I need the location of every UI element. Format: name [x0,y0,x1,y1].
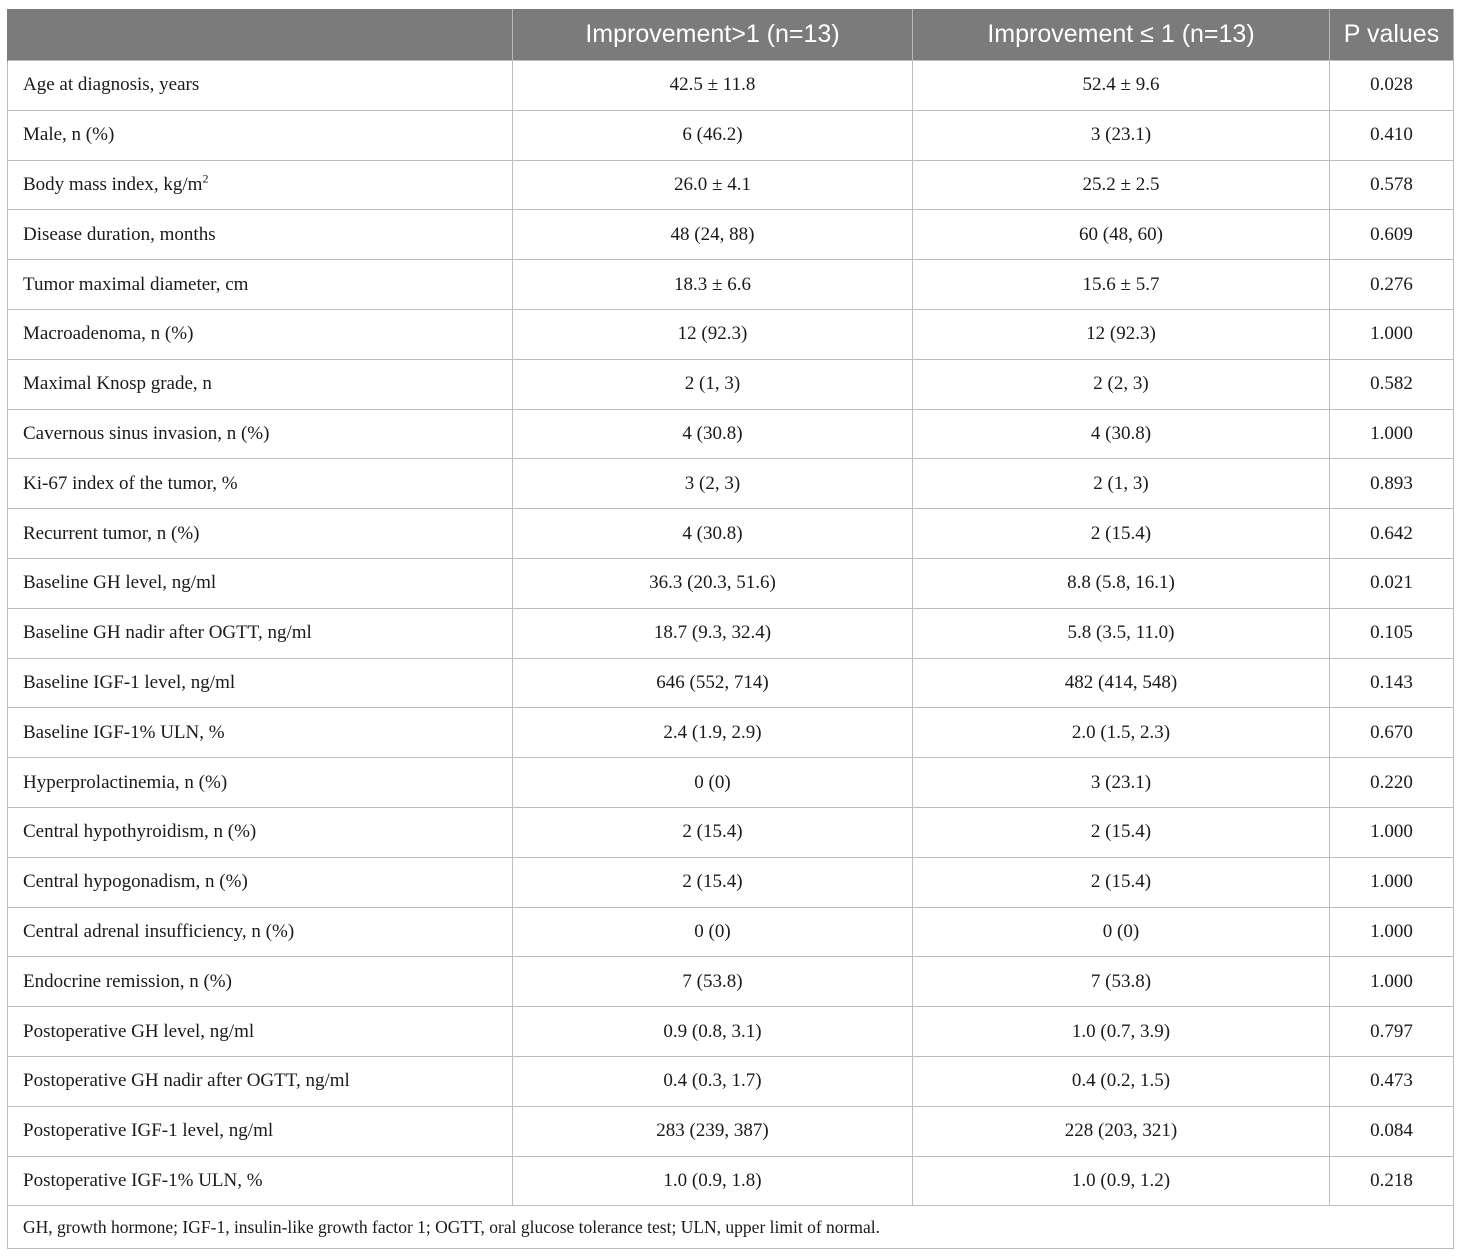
row-label-text: Postoperative IGF-1% ULN, % [23,1169,263,1191]
p-value: 0.220 [1330,758,1454,808]
improvement-le1-value: 1.0 (0.9, 1.2) [913,1156,1330,1206]
table-body [8,61,1454,1249]
table-row [8,1106,1454,1156]
improvement-gt1-value: 4 (30.8) [513,409,913,459]
row-label [8,260,513,310]
table-row [8,509,1454,559]
table-row [8,1056,1454,1106]
improvement-le1-value: 1.0 (0.7, 3.9) [913,1007,1330,1057]
p-value: 0.578 [1330,160,1454,210]
p-value: 1.000 [1330,807,1454,857]
row-label-text: Endocrine remission, n (%) [23,970,232,992]
table-row [8,110,1454,160]
table-row [8,758,1454,808]
p-value: 0.410 [1330,110,1454,160]
improvement-gt1-value: 18.7 (9.3, 32.4) [513,608,913,658]
table-row [8,608,1454,658]
improvement-le1-value: 2 (1, 3) [913,459,1330,509]
table-row [8,210,1454,260]
row-label-text: Baseline GH level, ng/ml [23,572,217,594]
row-label [8,1056,513,1106]
p-value: 0.473 [1330,1056,1454,1106]
p-value: 1.000 [1330,957,1454,1007]
improvement-le1-value: 2 (15.4) [913,857,1330,907]
improvement-le1-value: 0.4 (0.2, 1.5) [913,1056,1330,1106]
p-value: 1.000 [1330,857,1454,907]
p-value: 1.000 [1330,409,1454,459]
row-label [8,509,513,559]
row-label [8,907,513,957]
table-row [8,359,1454,409]
improvement-le1-value: 2 (2, 3) [913,359,1330,409]
improvement-le1-value: 2 (15.4) [913,509,1330,559]
row-label-text: Ki-67 index of the tumor, % [23,472,238,494]
row-label-text: Disease duration, months [23,223,216,245]
improvement-le1-value: 5.8 (3.5, 11.0) [913,608,1330,658]
improvement-le1-value: 52.4 ± 9.6 [913,61,1330,111]
row-label-text: Macroadenoma, n (%) [23,323,194,345]
table-header [8,9,1454,61]
table-row [8,857,1454,907]
table-row [8,1007,1454,1057]
row-label-text: Postoperative IGF-1 level, ng/ml [23,1120,274,1142]
improvement-gt1-value: 48 (24, 88) [513,210,913,260]
improvement-le1-value: 15.6 ± 5.7 [913,260,1330,310]
improvement-gt1-value: 7 (53.8) [513,957,913,1007]
table-row [8,61,1454,111]
row-label-text: Postoperative GH level, ng/ml [23,1020,255,1042]
header-improvement-le1: Improvement ≤ 1 (n=13) [913,9,1330,61]
footnote-row [8,1206,1454,1249]
table-row [8,1156,1454,1206]
row-label-text: Baseline IGF-1 level, ng/ml [23,671,236,693]
improvement-gt1-value: 18.3 ± 6.6 [513,260,913,310]
table-row [8,708,1454,758]
table-row [8,160,1454,210]
improvement-gt1-value: 0.4 (0.3, 1.7) [513,1056,913,1106]
improvement-gt1-value: 42.5 ± 11.8 [513,61,913,111]
row-label-text: Male, n (%) [23,124,115,146]
improvement-le1-value: 7 (53.8) [913,957,1330,1007]
header-p-values: P values [1330,9,1454,61]
row-label-text: Baseline IGF-1% ULN, % [23,721,225,743]
improvement-gt1-value: 0 (0) [513,907,913,957]
row-label [8,658,513,708]
table-footnote: GH, growth hormone; IGF-1, insulin-like growth factor 1; OGTT, oral glucose tolerance test; ULN, upper limit of normal. [8,1206,1454,1249]
improvement-le1-value: 0 (0) [913,907,1330,957]
row-label-text: Hyperprolactinemia, n (%) [23,771,228,793]
row-label [8,758,513,808]
data-table-container [7,9,1453,1249]
row-label [8,359,513,409]
improvement-le1-value: 25.2 ± 2.5 [913,160,1330,210]
p-value: 0.105 [1330,608,1454,658]
improvement-gt1-value: 2 (1, 3) [513,359,913,409]
improvement-gt1-value: 3 (2, 3) [513,459,913,509]
row-label-text: Baseline GH nadir after OGTT, ng/ml [23,622,312,644]
improvement-gt1-value: 4 (30.8) [513,509,913,559]
row-label [8,608,513,658]
header-variable [8,9,513,61]
improvement-gt1-value: 0 (0) [513,758,913,808]
row-label-text: Tumor maximal diameter, cm [23,273,249,295]
table-row [8,957,1454,1007]
improvement-le1-value: 228 (203, 321) [913,1106,1330,1156]
row-label-superscript: 2 [202,171,209,186]
p-value: 0.797 [1330,1007,1454,1057]
p-value: 0.028 [1330,61,1454,111]
p-value: 0.143 [1330,658,1454,708]
row-label-text: Postoperative GH nadir after OGTT, ng/ml [23,1070,350,1092]
p-value: 1.000 [1330,907,1454,957]
table-row [8,907,1454,957]
row-label [8,957,513,1007]
row-label [8,1007,513,1057]
improvement-gt1-value: 1.0 (0.9, 1.8) [513,1156,913,1206]
row-label-text: Age at diagnosis, years [23,74,200,96]
row-label [8,110,513,160]
improvement-le1-value: 4 (30.8) [913,409,1330,459]
clinical-characteristics-table [7,9,1454,1249]
improvement-le1-value: 3 (23.1) [913,110,1330,160]
improvement-gt1-value: 12 (92.3) [513,309,913,359]
table-row [8,260,1454,310]
row-label-text: Recurrent tumor, n (%) [23,522,200,544]
row-label [8,459,513,509]
table-row [8,409,1454,459]
row-label [8,1156,513,1206]
row-label [8,1106,513,1156]
improvement-gt1-value: 26.0 ± 4.1 [513,160,913,210]
row-label-text: Maximal Knosp grade, n [23,373,212,395]
improvement-le1-value: 3 (23.1) [913,758,1330,808]
header-row [8,9,1454,61]
table-row [8,558,1454,608]
row-label-text: Central adrenal insufficiency, n (%) [23,920,295,942]
header-improvement-gt1: Improvement>1 (n=13) [513,9,913,61]
p-value: 0.670 [1330,708,1454,758]
row-label [8,309,513,359]
p-value: 0.084 [1330,1106,1454,1156]
row-label-text: Cavernous sinus invasion, n (%) [23,422,270,444]
improvement-gt1-value: 6 (46.2) [513,110,913,160]
p-value: 0.642 [1330,509,1454,559]
p-value: 1.000 [1330,309,1454,359]
row-label [8,857,513,907]
improvement-le1-value: 12 (92.3) [913,309,1330,359]
improvement-le1-value: 482 (414, 548) [913,658,1330,708]
p-value: 0.609 [1330,210,1454,260]
p-value: 0.276 [1330,260,1454,310]
row-label [8,409,513,459]
row-label-text: Central hypogonadism, n (%) [23,871,248,893]
table-row [8,309,1454,359]
improvement-le1-value: 2.0 (1.5, 2.3) [913,708,1330,758]
improvement-gt1-value: 2 (15.4) [513,807,913,857]
table-row [8,807,1454,857]
improvement-le1-value: 8.8 (5.8, 16.1) [913,558,1330,608]
row-label [8,160,513,210]
improvement-gt1-value: 2.4 (1.9, 2.9) [513,708,913,758]
row-label [8,210,513,260]
row-label-text: Body mass index, kg/m [23,173,203,195]
improvement-le1-value: 60 (48, 60) [913,210,1330,260]
p-value: 0.893 [1330,459,1454,509]
p-value: 0.021 [1330,558,1454,608]
row-label [8,558,513,608]
p-value: 0.218 [1330,1156,1454,1206]
table-row [8,658,1454,708]
improvement-gt1-value: 36.3 (20.3, 51.6) [513,558,913,608]
improvement-gt1-value: 0.9 (0.8, 3.1) [513,1007,913,1057]
improvement-le1-value: 2 (15.4) [913,807,1330,857]
p-value: 0.582 [1330,359,1454,409]
improvement-gt1-value: 646 (552, 714) [513,658,913,708]
row-label [8,708,513,758]
table-row [8,459,1454,509]
improvement-gt1-value: 2 (15.4) [513,857,913,907]
row-label [8,807,513,857]
improvement-gt1-value: 283 (239, 387) [513,1106,913,1156]
row-label [8,61,513,111]
row-label-text: Central hypothyroidism, n (%) [23,821,257,843]
